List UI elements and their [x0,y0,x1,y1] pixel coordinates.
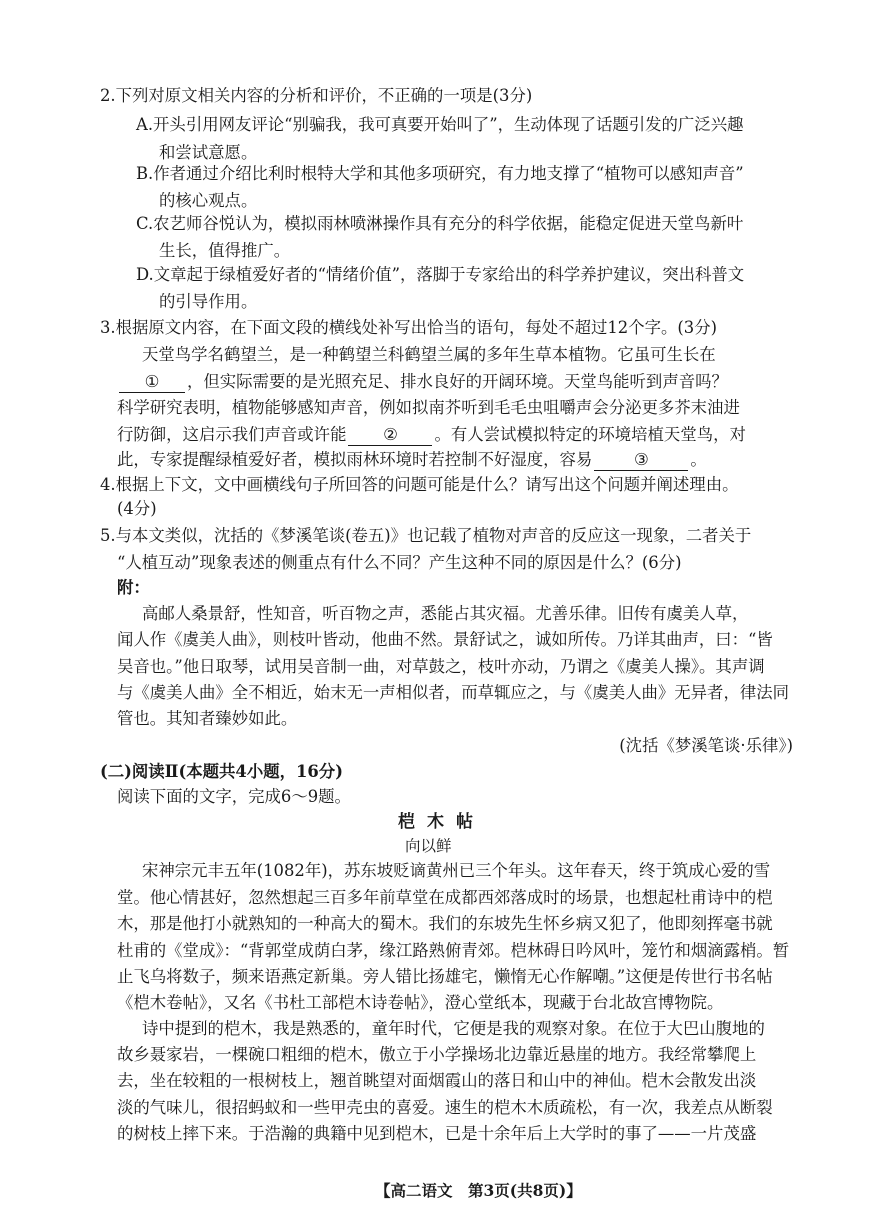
q3-passage-line-4 [117,423,746,447]
appendix-source: (沈括《梦溪笔谈·乐律》) [619,736,793,755]
appendix-line-5: 管也。其知者臻妙如此。 [117,709,298,728]
article-para-1-line-2: 堂。他心情甚好，忽然想起三百多年前草堂在成都西郊落成时的场景，也想起杜甫诗中的桤 [117,888,773,907]
article-para-2-line-4: 淡的气味儿，很招蚂蚁和一些甲壳虫的喜爱。速生的桤木木质疏松，有一次，我差点从断裂 [117,1098,773,1117]
q5-stem: 5.与本文类似，沈括的《梦溪笔谈(卷五)》也记载了植物对声音的反应这一现象，二者关于 [100,526,752,545]
q3-stem: 3.根据原文内容，在下面文段的横线处补写出恰当的语句，每处不超过12个字。(3分) [100,318,717,337]
article-title: 桤木帖 [398,812,485,832]
article-para-2-line-5: 的树枝上摔下来。于浩瀚的典籍中见到桤木，已是十余年后上大学时的事了——一片茂盛 [117,1124,757,1143]
q4-stem: 4.根据上下文，文中画横线句子所回答的问题可能是什么？请写出这个问题并阐述理由。 [100,475,739,494]
appendix-line-3: 吴音也。”他日取琴，试用吴音制一曲，对草鼓之，枝叶亦动，乃谓之《虞美人操》。其声调 [117,657,765,676]
section-header: (二)阅读Ⅱ(本题共4小题，16分) [100,762,343,781]
q2-option-d-cont: 的引导作用。 [159,292,258,311]
answer-blank-1[interactable]: ① [119,372,185,393]
q3-passage-line-3: 科学研究表明，植物能够感知声音，例如拟南芥听到毛毛虫咀嚼声会分泌更多芥末油进 [117,398,740,417]
article-para-1-line-6: 《桤木卷帖》，又名《书杜工部桤木诗卷帖》，澄心堂纸本，现藏于台北故宫博物院。 [117,993,724,1012]
q2-stem: 2.下列对原文相关内容的分析和评价，不正确的一项是(3分) [100,86,533,105]
article-para-1-line-3: 木，那是他打小就熟知的一种高大的蜀木。我们的东坡先生怀乡病又犯了，他即刻挥毫书就 [117,914,773,933]
answer-blank-3[interactable]: ③ [594,450,688,471]
q4-stem-cont: (4分) [117,499,157,518]
q5-stem-cont: “人植互动”现象表述的侧重点有什么不同？产生这种不同的原因是什么？(6分) [117,553,682,572]
q3-passage-text: ，但实际需要的是光照充足、排水良好的开阔环境。天堂鸟能听到声音吗？ [187,372,728,391]
appendix-line-1: 高邮人桑景舒，性知音，听百物之声，悉能占其灾福。尤善乐律。旧传有虞美人草， [142,604,749,623]
q3-passage-line-2 [117,370,728,394]
q2-option-d: D.文章起于绿植爱好者的“情绪价值”，落脚于专家给出的科学养护建议，突出科普文 [136,265,745,284]
q3-passage-line-1: 天堂鸟学名鹤望兰，是一种鹤望兰科鹤望兰属的多年生草本植物。它虽可生长在 [142,345,716,364]
q3-passage-line-5 [117,448,707,472]
article-para-1-line-4: 杜甫的《堂成》：“背郭堂成荫白茅，缘江路熟俯青郊。桤林碍日吟风叶，笼竹和烟滴露梢。暂 [117,941,790,960]
article-para-2-line-1: 诗中提到的桤木，我是熟悉的，童年时代，它便是我的观察对象。在位于大巴山腹地的 [142,1019,765,1038]
appendix-line-2: 闻人作《虞美人曲》，则枝叶皆动，他曲不然。景舒试之，诚如所传。乃详其曲声，曰：“皆 [117,630,773,649]
article-author: 向以鲜 [405,837,452,855]
appendix-line-4: 与《虞美人曲》全不相近，始末无一声相似者，而草辄应之，与《虞美人曲》无异者，律法同 [117,683,790,702]
article-para-1-line-5: 止飞乌将数子，频来语燕定新巢。旁人错比扬雄宅，懒惰无心作解嘲。”这便是传世行书名帖 [117,967,773,986]
section-instruction: 阅读下面的文字，完成6～9题。 [117,787,351,806]
q2-option-b-cont: 的核心观点。 [159,191,258,210]
article-para-1-line-1: 宋神宗元丰五年(1082年)，苏东坡贬谪黄州已三个年头。这年春天，终于筑成心爱的雪 [142,861,771,880]
answer-blank-2[interactable]: ② [348,425,432,446]
appendix-label: 附： [117,578,150,597]
q2-option-c-cont: 生长，值得推广。 [159,241,291,260]
q3-passage-text: 此，专家提醒绿植爱好者，模拟雨林环境时若控制不好湿度，容易 [117,450,593,469]
article-para-2-line-3: 去，坐在较粗的一根树枝上，翘首眺望对面烟霞山的落日和山中的神仙。桤木会散发出淡 [117,1071,757,1090]
page-footer: 【高二语文 第3页(共8页)】 [375,1181,582,1200]
q2-option-c: C.农艺师谷悦认为，模拟雨林喷淋操作具有充分的科学依据，能稳定促进天堂鸟新叶 [136,214,744,233]
article-para-2-line-2: 故乡聂家岩，一棵碗口粗细的桤木，傲立于小学操场北边靠近悬崖的地方。我经常攀爬上 [117,1045,757,1064]
q2-option-a-cont: 和尝试意愿。 [159,143,258,162]
q3-passage-text: 行防御，这启示我们声音或许能 [117,425,347,444]
q2-option-b: B.作者通过介绍比利时根特大学和其他多项研究，有力地支撑了“植物可以感知声音” [136,164,744,183]
q3-passage-text: 。有人尝试模拟特定的环境培植天堂鸟，对 [434,425,746,444]
q3-passage-text: 。 [690,450,707,469]
q2-option-a: A.开头引用网友评论“别骗我，我可真要开始叫了”，生动体现了话题引发的广泛兴趣 [136,115,744,134]
